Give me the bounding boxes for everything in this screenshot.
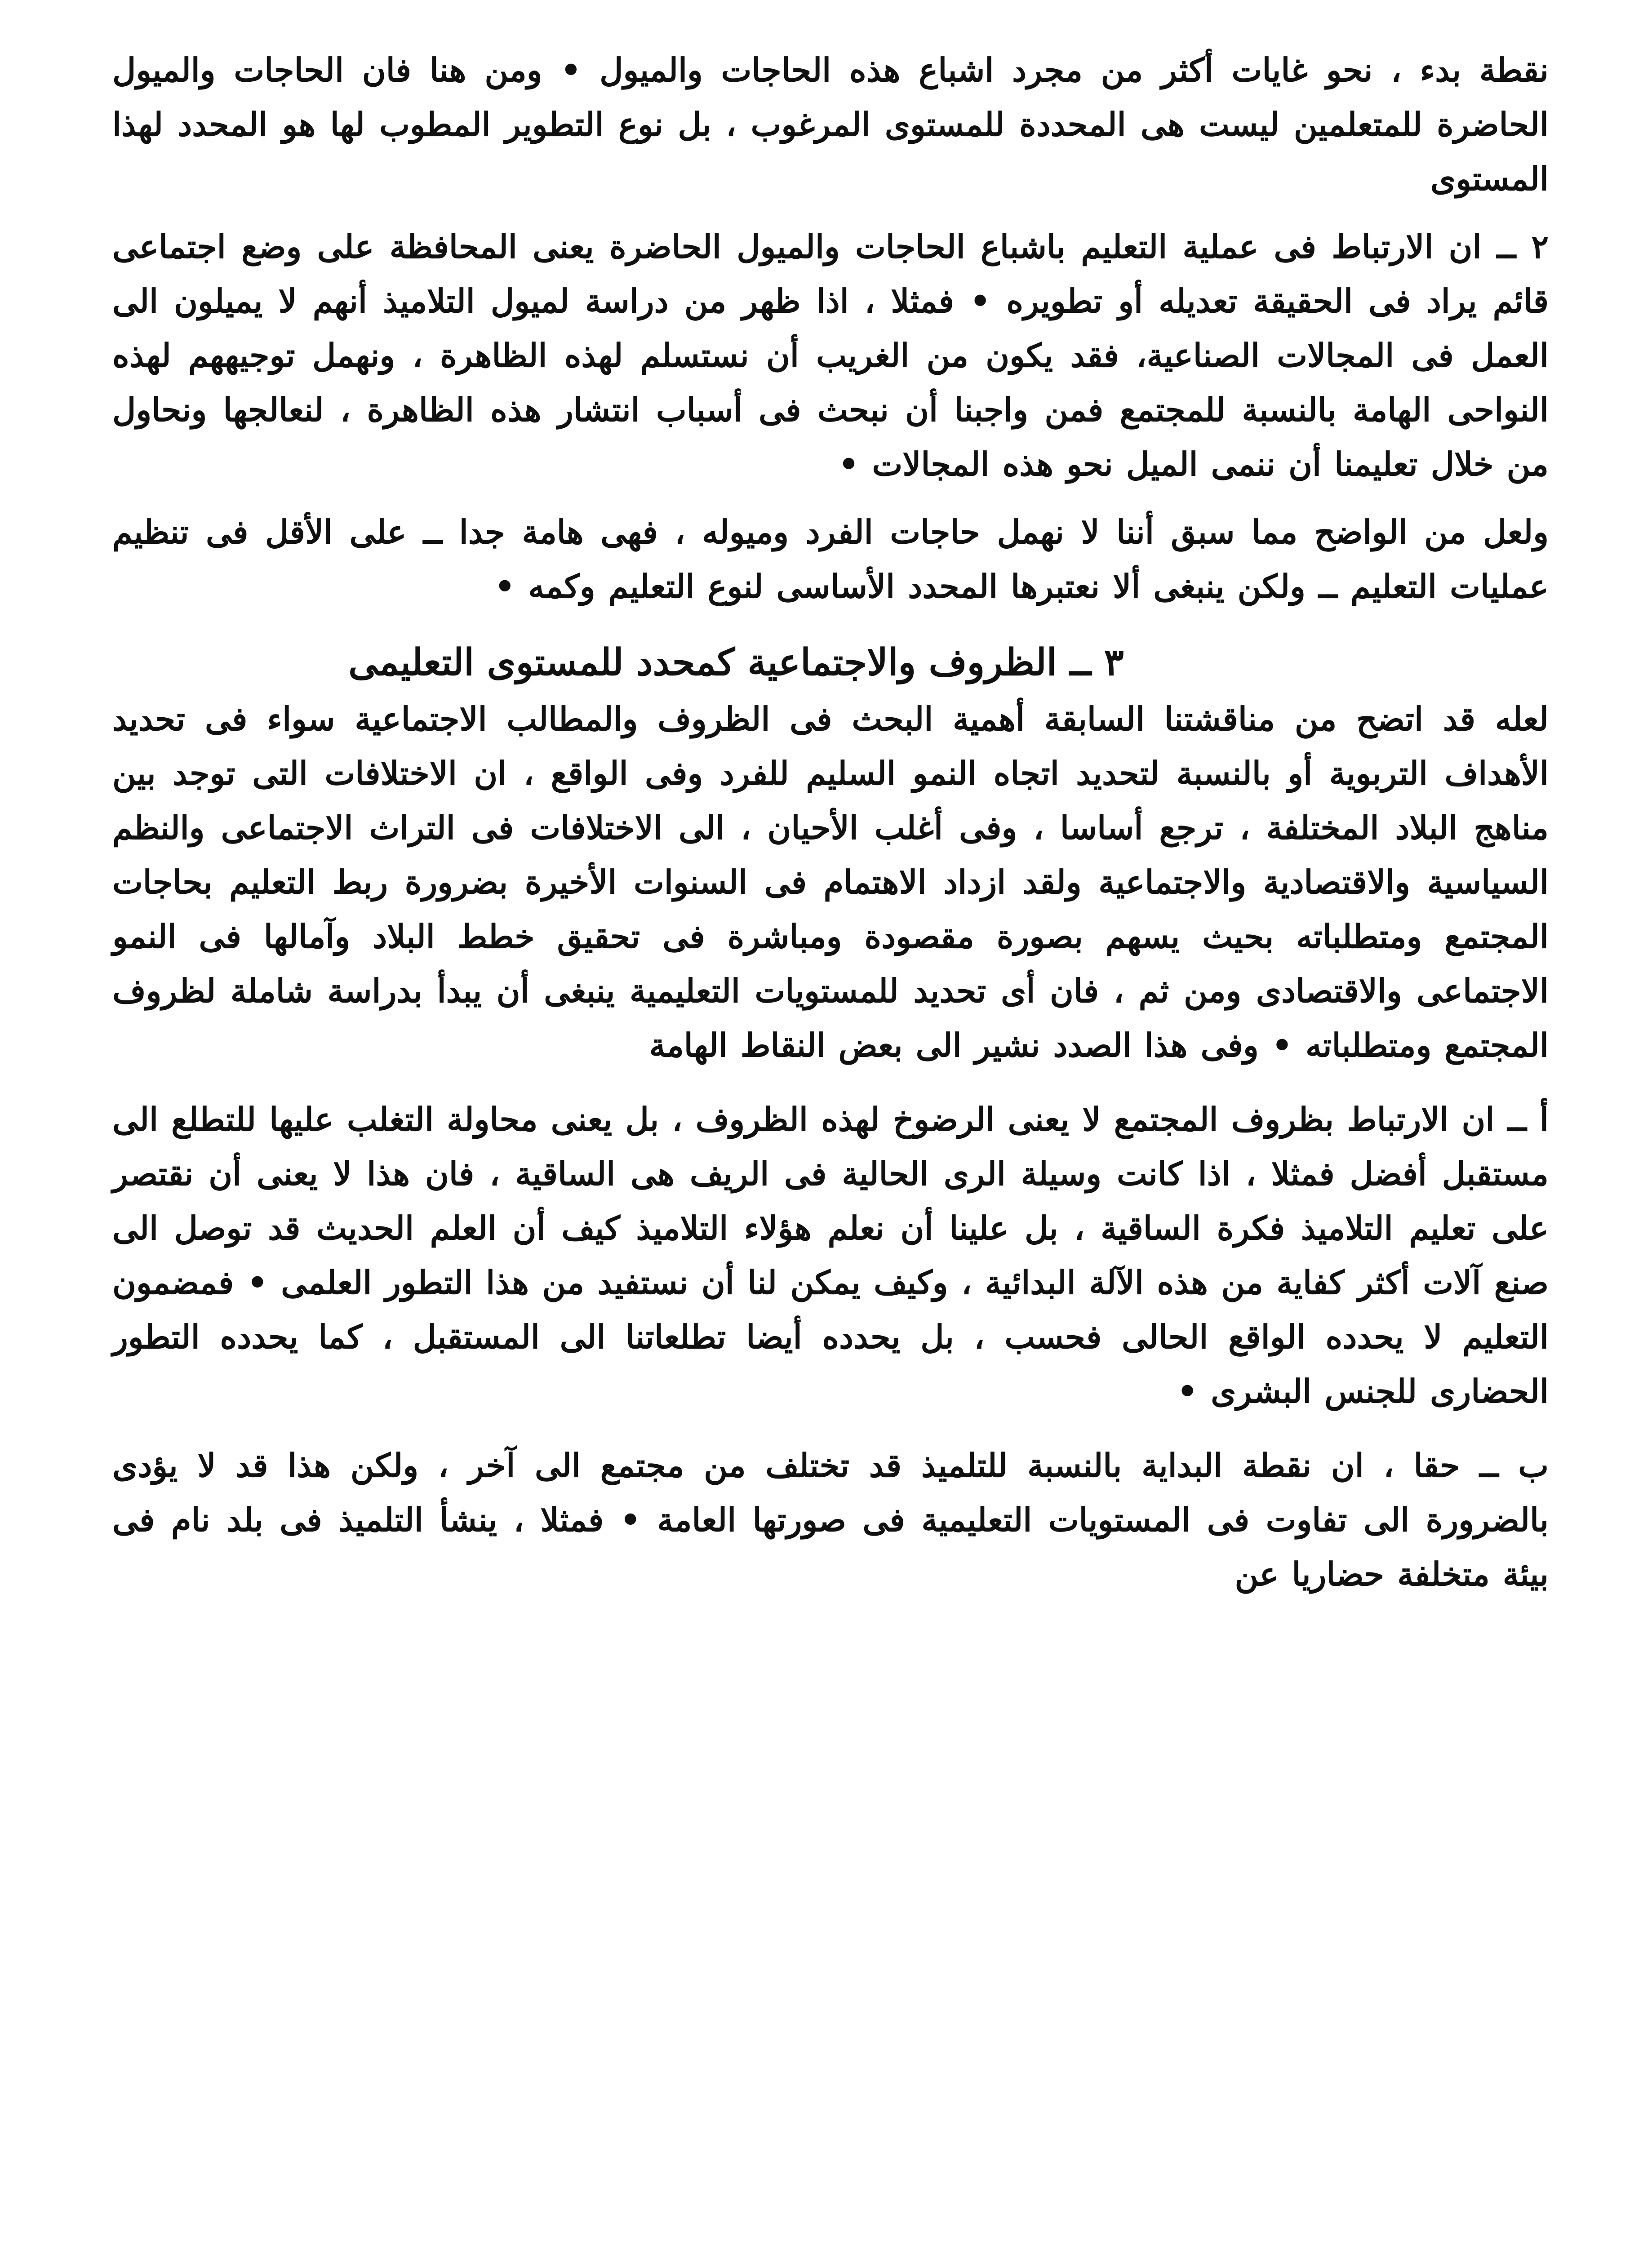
paragraph-intro: لعله قد اتضح من مناقشتنا السابقة أهمية البحث فى الظروف والمطالب الاجتماعية سواء فى تحديد الأهداف التربوية أو بالنسبة لتحديد اتجاه النمو السليم للفرد وفى الواقع ، ان الاختلافات التى توجد بين مناهج البلاد المختلفة ، ترجع أساسا ، وفى أغلب الأحيان ، الى الاختلافات فى التراث الاجتماعى والنظم السياسية والاقتصادية والاجتماعية ولقد ازداد الاهتمام فى السنوات الأخيرة بضرورة ربط التعليم بحاجات المجتمع ومتطلباته بحيث يسهم بصورة مقصودة ومباشرة فى تحقيق خطط البلاد وآمالها فى النمو الاجتماعى والاقتصادى ومن ثم ، فان أى تحديد للمستويات التعليمية ينبغى أن يبدأ بدراسة شاملة لظروف المجتمع ومتطلباته • وفى هذا الصدد نشير الى بعض النقاط الهامة	[112, 700, 1549, 1064]
paragraph-point-a: أ ــ ان الارتباط بظروف المجتمع لا يعنى الرضوخ لهذه الظروف ، بل يعنى محاولة التغلب عليها للتطلع الى مستقبل أفضل فمثلا ، اذا كانت وسيلة الرى الحالية فى الريف هى الساقية ، فان هذا لا يعنى أن نقتصر على تعليم التلاميذ فكرة الساقية ، بل علينا أن نعلم هؤلاء التلاميذ كيف أن العلم الحديث قد توصل الى صنع آلات أكثر كفاية من هذه الآلة البدائية ، وكيف يمكن لنا أن نستفيد من هذا التطور العلمى • فمضمون التعليم لا يحدده الواقع الحالى فحسب ، بل يحدده أيضا تطلعاتنا الى المستقبل ، كما يحدده التطور الحضارى للجنس البشرى •	[112, 1100, 1549, 1410]
paragraph-point-b: ب ــ حقا ، ان نقطة البداية بالنسبة للتلميذ قد تختلف من مجتمع الى آخر ، ولكن هذا قد لا يؤدى بالضرورة الى تفاوت فى المستويات التعليمية فى صورتها العامة • فمثلا ، ينشأ التلميذ فى بلد نام فى بيئة متخلفة حضاريا عن	[112, 1446, 1549, 1593]
paragraph-point-2: ٢ ــ ان الارتباط فى عملية التعليم باشباع الحاجات والميول الحاضرة يعنى المحافظة على وضع اجتماعى قائم يراد فى الحقيقة تعديله أو تطويره • فمثلا ، اذا ظهر من دراسة لميول التلاميذ أنهم لا يميلون الى العمل فى المجالات الصناعية، فقد يكون من الغريب أن نستسلم لهذه الظاهرة ، ونهمل توجيههم لهذه النواحى الهامة بالنسبة للمجتمع فمن واجبنا أن نبحث فى أسباب انتشار هذه الظاهرة ، لنعالجها ونحاول من خلال تعليمنا أن ننمى الميل نحو هذه المجالات •	[112, 227, 1549, 483]
paragraph-continuation: نقطة بدء ، نحو غايات أكثر من مجرد اشباع هذه الحاجات والميول • ومن هنا فان الحاجات والميول الحاضرة للمتعلمين ليست هى المحددة للمستوى المرغوب ، بل نوع التطوير المطوب لها هو المحدد لهذا المستوى	[112, 51, 1549, 198]
section-heading: ٣ ــ الظروف والاجتماعية كمحدد للمستوى التعليمى	[348, 641, 1124, 684]
paragraph-conclusion: ولعل من الواضح مما سبق أننا لا نهمل حاجات الفرد وميوله ، فهى هامة جدا ــ على الأقل فى تنظيم عمليات التعليم ــ ولكن ينبغى ألا نعتبرها المحدد الأساسى لنوع التعليم وكمه •	[112, 513, 1549, 605]
